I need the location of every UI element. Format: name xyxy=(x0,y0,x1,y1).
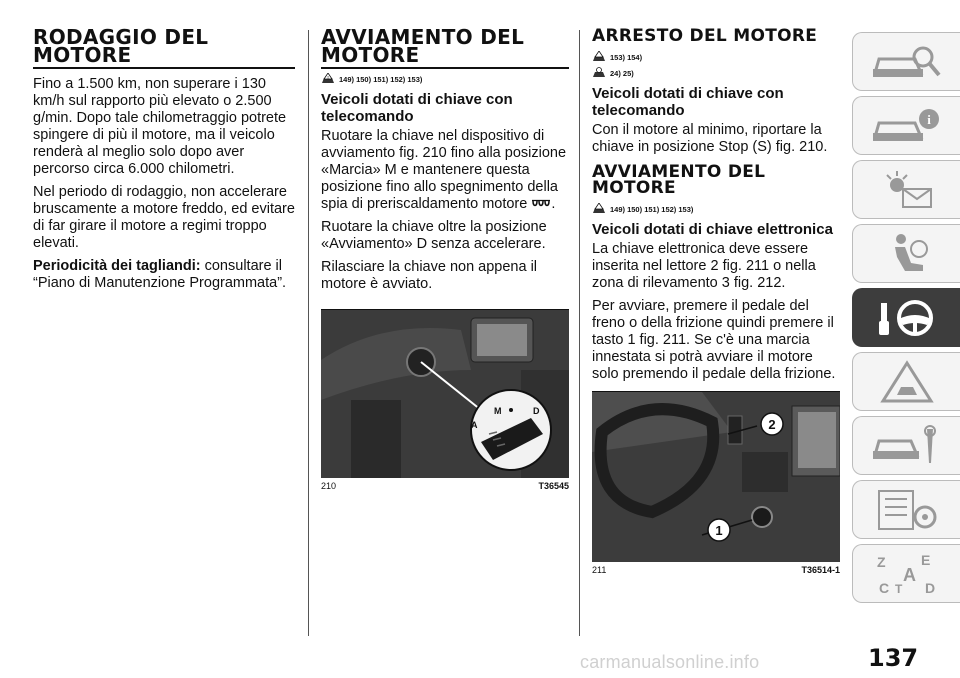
tab-settings-list[interactable] xyxy=(852,480,960,539)
warning-car-icon xyxy=(592,203,606,215)
figure-caption-211 xyxy=(592,565,840,575)
svg-text:i: i xyxy=(927,111,931,127)
section-title-engine-start: AVVIAMENTO DEL MOTORE xyxy=(321,28,569,69)
warning-car-icon xyxy=(592,51,606,63)
car-info-icon xyxy=(867,103,947,149)
position-label-a: A xyxy=(471,420,478,430)
index-letter: C xyxy=(879,579,890,596)
figure-code: T36545 xyxy=(538,481,569,491)
paragraph-service xyxy=(33,258,295,292)
callout-2: 2 xyxy=(768,417,776,432)
column-engine-stop xyxy=(592,28,840,575)
caution-car-icon xyxy=(592,67,606,79)
index-letter: Z xyxy=(877,553,886,570)
figure-210-ignition xyxy=(321,309,569,478)
figure-number: 211 xyxy=(592,565,607,575)
warning-refs-text: 149) 150) 151) 152) 153) xyxy=(339,74,423,84)
section-title-engine-stop: ARRESTO DEL MOTORE xyxy=(592,26,818,46)
warning-references xyxy=(592,203,840,215)
paragraph: Con il motore al minimo, riportare la chiave in posizione Stop (S) fig. 210. xyxy=(592,122,828,155)
tab-alphabet-index[interactable] xyxy=(852,544,960,603)
figure-211-dashboard xyxy=(592,391,840,562)
tab-car-search[interactable] xyxy=(852,32,960,91)
index-letter: A xyxy=(903,564,916,585)
column-break-in xyxy=(33,25,295,298)
paragraph xyxy=(321,128,569,213)
key-steering-icon xyxy=(867,295,947,341)
service-text: consultare il “Piano di Manutenzione Programmata”. xyxy=(33,258,287,291)
position-label-d: D xyxy=(533,406,540,416)
paragraph: Fino a 1.500 km, non superare i 130 km/h sul rapporto più elevato o 2.500 g/min. Dopo tale chilometraggio potrete spingere di più il motore, ma il veicolo renderà al meglio solo dopo aver percorso circa 6.000 chilometri. xyxy=(33,76,287,177)
figure-caption-210 xyxy=(321,481,569,491)
paragraph: Nel periodo di rodaggio, non accelerare bruscamente a motore freddo, ed evitare di far girare il motore a regimi troppo elevati. xyxy=(33,184,295,251)
car-search-icon xyxy=(867,39,947,85)
figure-number: 210 xyxy=(321,481,337,491)
paragraph-text: Ruotare la chiave nel dispositivo di avviamento fig. 210 fino alla posizione «Marcia» M e mantenere questa posizione fino allo spegnimento della spia di preriscaldamento motore xyxy=(321,128,567,212)
column-divider xyxy=(579,30,580,636)
ignition-illustration xyxy=(321,310,569,478)
tab-warning-lights[interactable] xyxy=(852,160,960,219)
svg-text:!: ! xyxy=(327,74,329,80)
warning-triangle-icon xyxy=(867,359,947,405)
paragraph-end: . xyxy=(551,196,556,212)
index-letter: T xyxy=(895,581,903,596)
column-divider xyxy=(308,30,309,636)
tab-airbag-seat[interactable] xyxy=(852,224,960,283)
warning-references xyxy=(321,73,569,85)
chapter-tabs xyxy=(852,32,960,608)
alphabet-index-icon xyxy=(867,551,947,597)
caution-refs-text: 24) 25) xyxy=(610,68,634,78)
warning-references xyxy=(592,51,840,63)
section-title-break-in: RODAGGIO DEL MOTORE xyxy=(33,28,295,69)
warning-car-icon xyxy=(321,73,335,85)
caution-references xyxy=(592,67,840,79)
paragraph: La chiave elettronica deve essere inserita nel lettore 2 fig. 211 o nella zona di rilevamento 3 fig. 212. xyxy=(592,241,816,291)
dashboard-illustration xyxy=(592,392,840,562)
page-number: 137 xyxy=(868,644,919,672)
tab-car-tools[interactable] xyxy=(852,416,960,475)
car-tools-icon xyxy=(867,423,947,469)
service-label: Periodicità dei tagliandi: xyxy=(33,258,201,274)
tab-car-info[interactable] xyxy=(852,96,960,155)
paragraph: Ruotare la chiave oltre la posizione «Avviamento» D senza accelerare. xyxy=(321,219,547,252)
paragraph: Per avviare, premere il pedale del freno o della frizione quindi premere il tasto 1 fig. 211. Se c'è una marcia innestata si potrà avviare il motore solo premendo il pedale della frizione. xyxy=(592,298,836,382)
glow-plug-icon xyxy=(531,199,551,209)
index-letter: E xyxy=(921,551,931,568)
paragraph: Rilasciare la chiave non appena il motore è avviato. xyxy=(321,259,538,292)
warning-refs-text: 149) 150) 151) 152) 153) xyxy=(610,204,694,214)
callout-1: 1 xyxy=(715,523,723,538)
section-title-engine-start-2: AVVIAMENTO DEL MOTORE xyxy=(592,162,766,198)
tab-warning-triangle[interactable] xyxy=(852,352,960,411)
watermark: carmanualsonline.info xyxy=(580,652,760,672)
figure-code: T36514-1 xyxy=(801,565,840,575)
warning-refs-text: 153) 154) xyxy=(610,52,643,62)
settings-list-icon xyxy=(867,487,947,533)
position-label-m: M xyxy=(494,406,502,416)
subtitle-electronic-key: Veicoli dotati di chiave elettronica xyxy=(592,221,833,238)
subtitle-remote-key: Veicoli dotati di chiave con telecomando xyxy=(321,91,513,125)
warning-lights-icon xyxy=(867,167,947,213)
column-engine-start xyxy=(321,25,569,491)
airbag-seat-icon xyxy=(867,231,947,277)
tab-key-steering[interactable] xyxy=(852,288,960,347)
subtitle-remote-key: Veicoli dotati di chiave con telecomando xyxy=(592,85,784,119)
index-letter: D xyxy=(925,579,936,596)
